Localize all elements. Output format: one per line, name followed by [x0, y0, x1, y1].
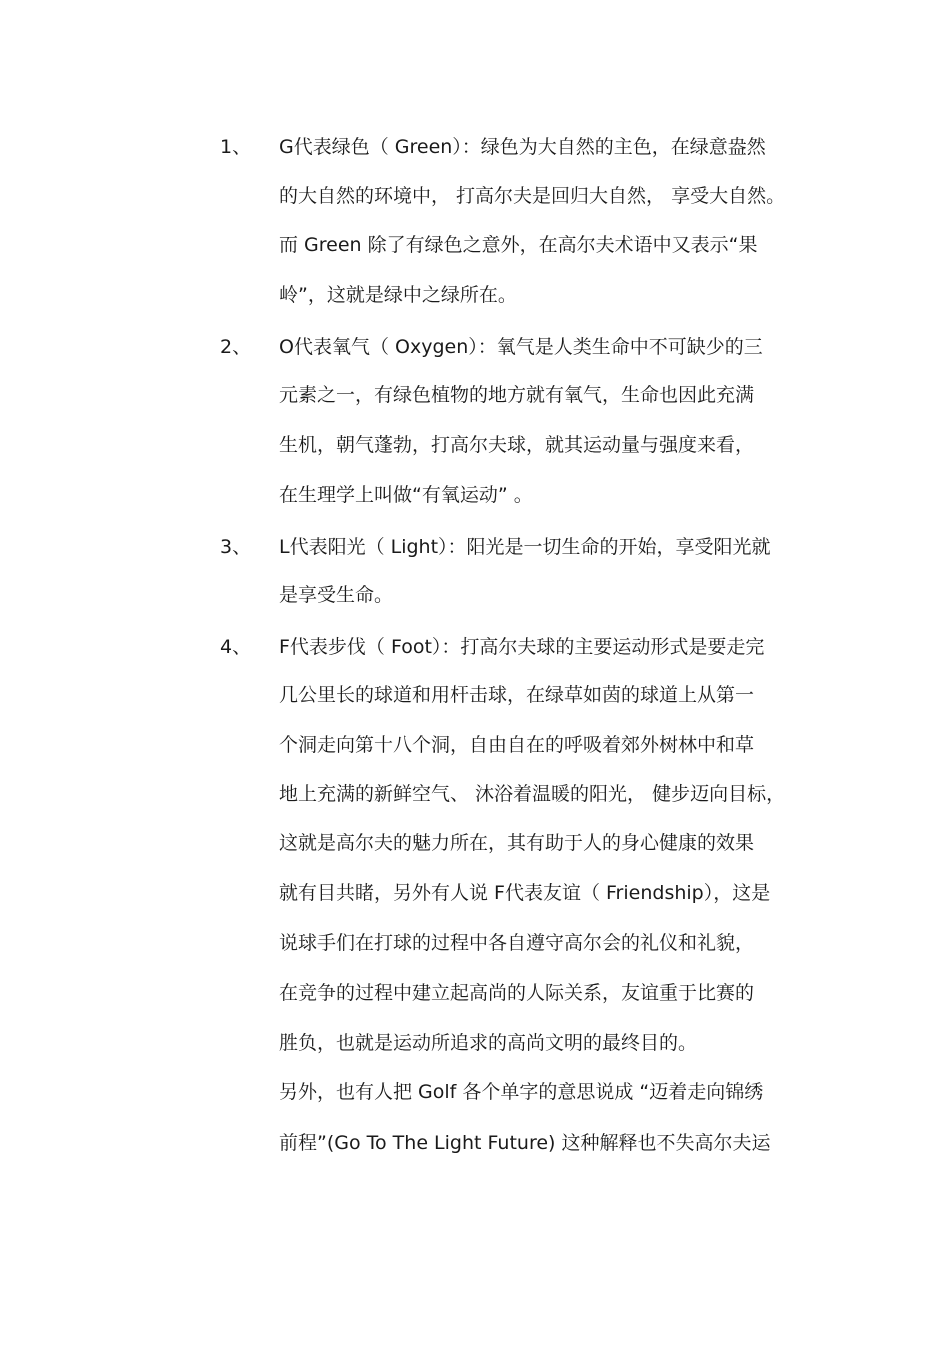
- item-3-line-1: L代表阳光（ Light）：阳光是一切生命的开始，享受阳光就: [279, 536, 771, 558]
- item-3-number: 3、: [220, 536, 252, 558]
- item-4-line-8: 在竞争的过程中建立起高尚的人际关系，友谊重于比赛的: [279, 982, 755, 1004]
- item-1-number: 1、: [220, 136, 252, 158]
- item-2-number: 2、: [220, 336, 252, 358]
- item-4-line-2: 几公里长的球道和用杆击球，在绿草如茵的球道上从第一: [279, 684, 755, 706]
- item-4-line-9: 胜负，也就是运动所追求的高尚文明的最终目的。: [279, 1032, 698, 1054]
- item-4-line-1: F代表步伐（ Foot）：打高尔夫球的主要运动形式是要走完: [279, 636, 765, 658]
- item-1-line-1: G代表绿色（ Green）：绿色为大自然的主色，在绿意盎然: [279, 136, 766, 158]
- item-1-line-2: 的大自然的环境中， 打高尔夫是回归大自然， 享受大自然。: [279, 185, 786, 207]
- item-3-line-2: 是享受生命。: [279, 584, 394, 606]
- closing-line-1: 另外，也有人把 Golf 各个单字的意思说成 “迈着走向锦绣: [279, 1081, 764, 1103]
- item-4-line-3: 个洞走向第十八个洞，自由自在的呼吸着郊外树林中和草: [279, 734, 755, 756]
- closing-line-2: 前程”(Go To The Light Future) 这种解释也不失高尔夫运: [279, 1132, 771, 1154]
- item-4-line-5: 这就是高尔夫的魅力所在，其有助于人的身心健康的效果: [279, 832, 755, 854]
- item-4-number: 4、: [220, 636, 252, 658]
- item-2-line-3: 生机，朝气蓬勃，打高尔夫球，就其运动量与强度来看，: [279, 434, 755, 456]
- item-1-line-3: 而 Green 除了有绿色之意外，在高尔夫术语中又表示“果: [279, 234, 758, 256]
- item-2-line-2: 元素之一，有绿色植物的地方就有氧气，生命也因此充满: [279, 384, 755, 406]
- item-2-line-4: 在生理学上叫做“有氧运动” 。: [279, 484, 533, 506]
- item-2-line-1: O代表氧气（ Oxygen）：氧气是人类生命中不可缺少的三: [279, 336, 763, 358]
- item-4-line-7: 说球手们在打球的过程中各自遵守高尔会的礼仪和礼貌，: [279, 932, 755, 954]
- item-4-line-4: 地上充满的新鲜空气、 沐浴着温暖的阳光， 健步迈向目标，: [279, 783, 786, 805]
- item-1-line-4: 岭”，这就是绿中之绿所在。: [279, 284, 517, 306]
- item-4-line-6: 就有目共睹，另外有人说 F代表友谊（ Friendship），这是: [279, 882, 771, 904]
